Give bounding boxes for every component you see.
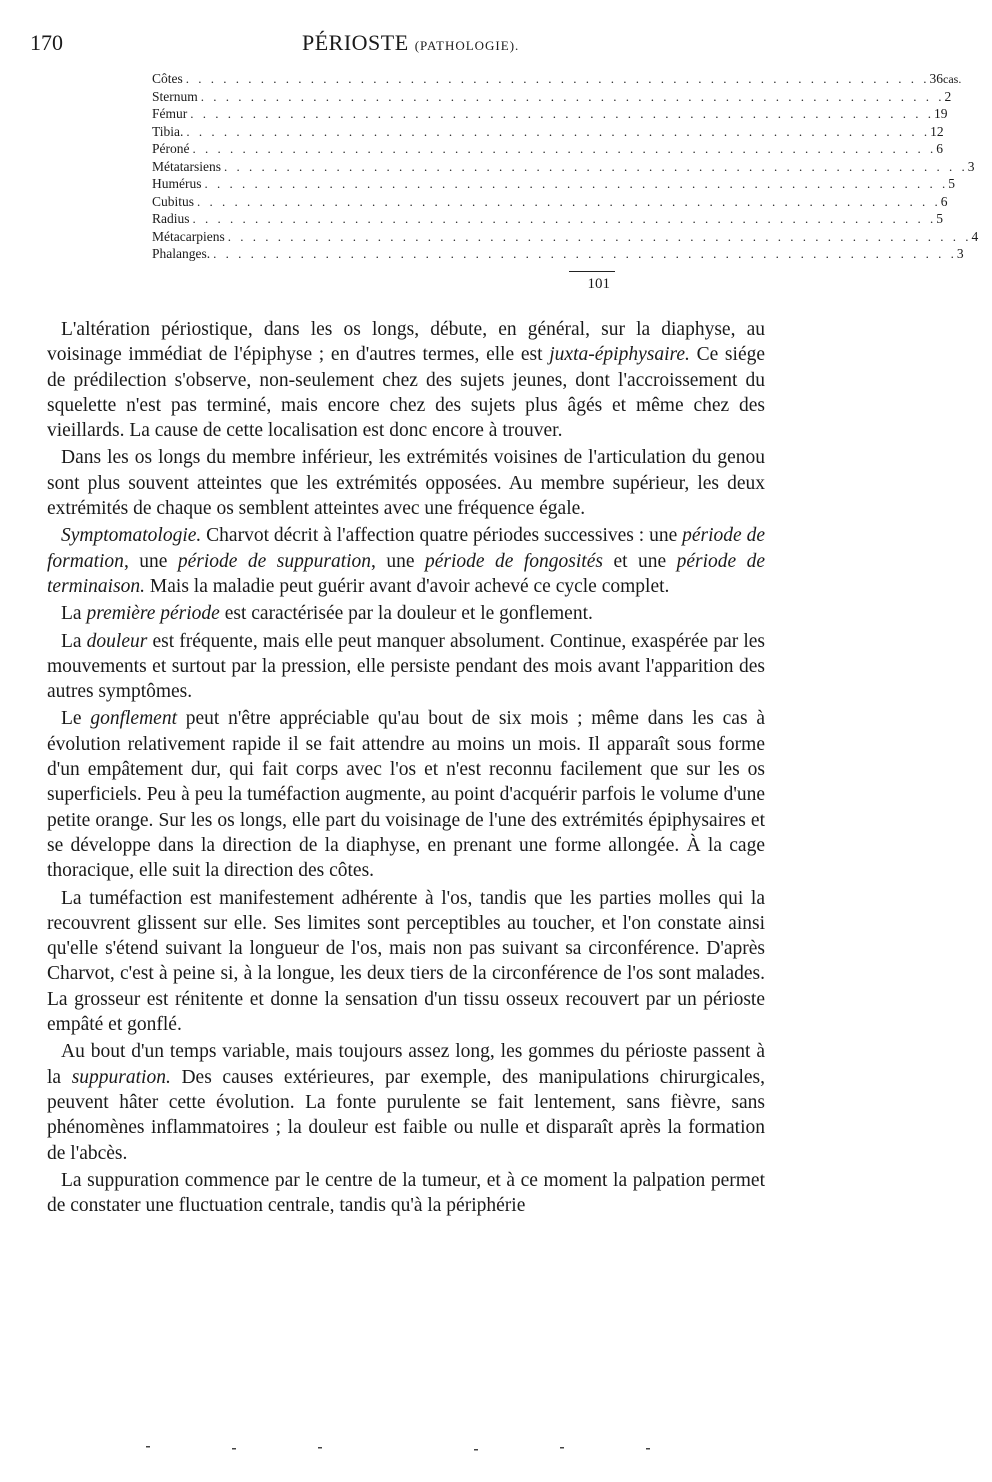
total-rule: [569, 271, 615, 272]
italic-term: gonflement: [90, 708, 177, 730]
dot-leader: . . . . . . . . . . . . . . . . . . . . . . . . . . . . . . . . . . . . . . . . . . . . . . . . . . . . . . . . . . . .: [223, 158, 968, 174]
text-run: Mais la maladie peut guérir avant d'avoir achevé ce cycle complet.: [145, 575, 670, 597]
text-run: La: [61, 630, 87, 652]
stat-label: Sternum: [152, 88, 198, 104]
stat-number: 6: [940, 193, 948, 209]
dot-leader: . . . . . . . . . . . . . . . . . . . . . . . . . . . . . . . . . . . . . . . . . . . . . . . . . . . . . . . . . . . .: [190, 106, 934, 121]
text-run: peut n'être appréciable qu'au bout de six mois ; même dans les cas à évolution relativement rapide il se fait attendre au moins un mois. Il apparaît sous forme d'un empâtement dur, qui fait corps avec l'os et n'est reconnu facilement que sur les os superficiels. Peu à peu la tuméfaction augmente, au point d'acquérir parfois le volume d'une petite orange. Sur les os longs, elle part du voisinage de l'une des extrémités épiphysaires et se développe dans la direction de la diaphyse, en prenant une forme allongée. À la cage thoracique, elle suit la direction des côtes.: [47, 708, 765, 882]
paragraph: [47, 1168, 765, 1219]
statistics-total: 101: [587, 276, 610, 292]
text-run: Des causes extérieures, par exemple, des manipulations chirurgicales, peuvent hâter cette évolution. La fonte purulente se fait lentement, sans fièvre, sans phénomènes inflammatoires ; la douleur est faible ou nulle et disparaît après la formation de l'abcès.: [47, 1066, 765, 1164]
stat-number: 5: [936, 211, 944, 226]
paragraph: [47, 523, 765, 599]
scan-specks: [0, 1440, 800, 1460]
stat-label: Côtes: [152, 71, 183, 86]
running-title-sub: (PATHOLOGIE).: [414, 38, 520, 53]
stat-number: 19: [934, 106, 948, 121]
stat-row: [152, 105, 948, 123]
stat-row: [152, 140, 943, 158]
stat-unit: cas.: [943, 72, 962, 86]
stat-row: [152, 175, 955, 193]
paragraph: [47, 317, 765, 443]
stat-number: 3: [956, 246, 964, 261]
stat-row: [152, 210, 944, 228]
stat-value: [934, 105, 962, 123]
stat-label: Métacarpiens: [152, 228, 225, 244]
stat-number: 36: [929, 71, 944, 86]
dot-leader: . . . . . . . . . . . . . . . . . . . . . . . . . . . . . . . . . . . . . . . . . . . . . . . . . . . . . . . . . . . .: [197, 193, 941, 209]
italic-term: douleur: [86, 630, 148, 652]
dot-leader: . . . . . . . . . . . . . . . . . . . . . . . . . . . . . . . . . . . . . . . . . . . . . . . . . . . . . . . . . . . .: [227, 228, 972, 244]
italic-term: période de fongosités: [425, 550, 603, 572]
dot-leader: . . . . . . . . . . . . . . . . . . . . . . . . . . . . . . . . . . . . . . . . . . . . . . . . . . . . . . . . . . . .: [185, 71, 930, 86]
text-run: est caractérisée par la douleur et le gonflement.: [219, 603, 593, 625]
stat-label: Humérus: [152, 176, 202, 191]
dot-leader: . . . . . . . . . . . . . . . . . . . . . . . . . . . . . . . . . . . . . . . . . . . . . . . . . . . . . . . . . . . .: [213, 246, 957, 261]
stat-value: [971, 228, 992, 246]
text-run: La: [61, 603, 87, 625]
paragraph: [47, 601, 765, 626]
text-run: , une: [371, 550, 425, 572]
italic-term: période de suppuration: [177, 550, 372, 572]
stat-label: Cubitus: [152, 193, 195, 209]
stat-label: Péroné: [152, 141, 190, 156]
body-text: [47, 317, 765, 1218]
paragraph: [47, 629, 765, 705]
paragraph: [47, 445, 765, 521]
dot-leader: . . . . . . . . . . . . . . . . . . . . . . . . . . . . . . . . . . . . . . . . . . . . . . . . . . . . . . . . . . . .: [204, 176, 949, 191]
text-run: La tuméfaction est manifestement adhérente à l'os, tandis que les parties molles qui la recouvrent glissent sur elle. Ses limites sont perceptibles au toucher, et l'on constate ainsi qu'elle s'étend suivant la longueur de l'os, mais non pas suivant sa circonférence. D'après Charvot, c'est à peine si, à la longue, les deux tiers de la circonférence de l'os sont malades. La grosseur est rénitente et donne la sensation d'un tissu osseux recouvert par un périoste empâté et gonflé.: [47, 887, 765, 1036]
text-run: Le: [61, 708, 91, 730]
stat-value: [930, 123, 958, 141]
stat-value: [968, 158, 989, 176]
stat-row: [152, 123, 944, 141]
stat-value: [936, 210, 957, 228]
page-number: 170: [30, 30, 63, 55]
stat-row: [152, 88, 952, 106]
dot-leader: . . . . . . . . . . . . . . . . . . . . . . . . . . . . . . . . . . . . . . . . . . . . . . . . . . . . . . . . . . . .: [186, 123, 931, 139]
text-run: est fréquente, mais elle peut manquer absolument. Continue, exaspérée par les mouvements et surtout par la pression, elle persiste pendant des mois avant l'apparition des autres symptômes.: [47, 630, 765, 703]
italic-term: période de terminaison.: [47, 550, 766, 597]
text-run: La suppuration commence par le centre de la tumeur, et à ce moment la palpation permet de constater une fluctuation centrale, tandis qu'à la périphérie: [47, 1169, 765, 1217]
text-run: L'altération périostique, dans les os longs, débute, en général, sur la diaphyse, au voisinage immédiat de l'épiphyse ; en d'autres termes, elle est: [47, 319, 765, 366]
stat-number: 3: [967, 158, 975, 174]
stat-row: [152, 193, 948, 211]
stat-number: 5: [948, 176, 955, 191]
stat-number: 4: [971, 228, 979, 244]
text-run: Charvot décrit à l'affection quatre périodes successives : une: [201, 525, 683, 547]
page-bottom-edge: [0, 1440, 800, 1460]
dot-leader: . . . . . . . . . . . . . . . . . . . . . . . . . . . . . . . . . . . . . . . . . . . . . . . . . . . . . . . . . . . .: [192, 211, 937, 226]
stat-value: [930, 70, 962, 89]
italic-term: première période: [86, 603, 220, 625]
italic-term: Symptomatologie.: [61, 525, 202, 547]
text-run: Au bout d'un temps variable, mais toujours assez long, les gommes du périoste passent à la: [47, 1041, 765, 1088]
stat-row: [152, 158, 975, 176]
paragraph: [47, 1039, 765, 1165]
bone-statistics-table: [152, 70, 979, 263]
stat-row: [152, 245, 964, 263]
page-header: [30, 30, 770, 64]
stat-value: [945, 88, 966, 106]
italic-term: suppuration.: [71, 1066, 171, 1088]
dot-leader: . . . . . . . . . . . . . . . . . . . . . . . . . . . . . . . . . . . . . . . . . . . . . . . . . . . . . . . . . . . .: [192, 141, 937, 156]
running-title-main: PÉRIOSTE: [302, 30, 409, 55]
stat-number: 12: [930, 123, 944, 139]
dot-leader: . . . . . . . . . . . . . . . . . . . . . . . . . . . . . . . . . . . . . . . . . . . . . . . . . . . . . . . . . . . .: [200, 88, 945, 104]
stat-label: Phalanges.: [152, 246, 211, 261]
paragraph: [47, 886, 765, 1038]
stat-label: Fémur: [152, 106, 188, 121]
text-run: Dans les os longs du membre inférieur, les extrémités voisines de l'articulation du genou sont plus souvent atteintes que les extrémités opposées. Au membre supérieur, les deux extrémités de chaque os semblent atteintes avec une fréquence égale.: [47, 447, 765, 520]
stat-number: 2: [944, 88, 952, 104]
italic-term: juxta-épiphysaire.: [549, 344, 690, 366]
text-run: , une: [123, 550, 178, 572]
stat-row: [152, 70, 962, 88]
paragraph: [47, 706, 765, 883]
stat-number: 6: [936, 141, 943, 156]
text-run: Ce siége de prédilection s'observe, non-seulement chez des sujets jeunes, dont l'accroissement du squelette n'est pas terminé, mais encore chez des sujets plus âgés et même chez des vieillards. La cause de cette localisation est donc encore à trouver.: [47, 344, 766, 442]
stat-label: Métatarsiens: [152, 158, 221, 174]
stat-value: [957, 245, 978, 263]
stat-value: [936, 140, 957, 158]
stat-value: [941, 193, 962, 211]
stat-label: Tibia.: [152, 123, 184, 139]
text-run: et une: [602, 550, 677, 572]
running-title: [302, 30, 519, 56]
stat-value: [948, 175, 969, 193]
italic-term: période de formation: [47, 525, 765, 572]
stat-label: Radius: [152, 211, 190, 226]
stat-row: [152, 228, 979, 246]
